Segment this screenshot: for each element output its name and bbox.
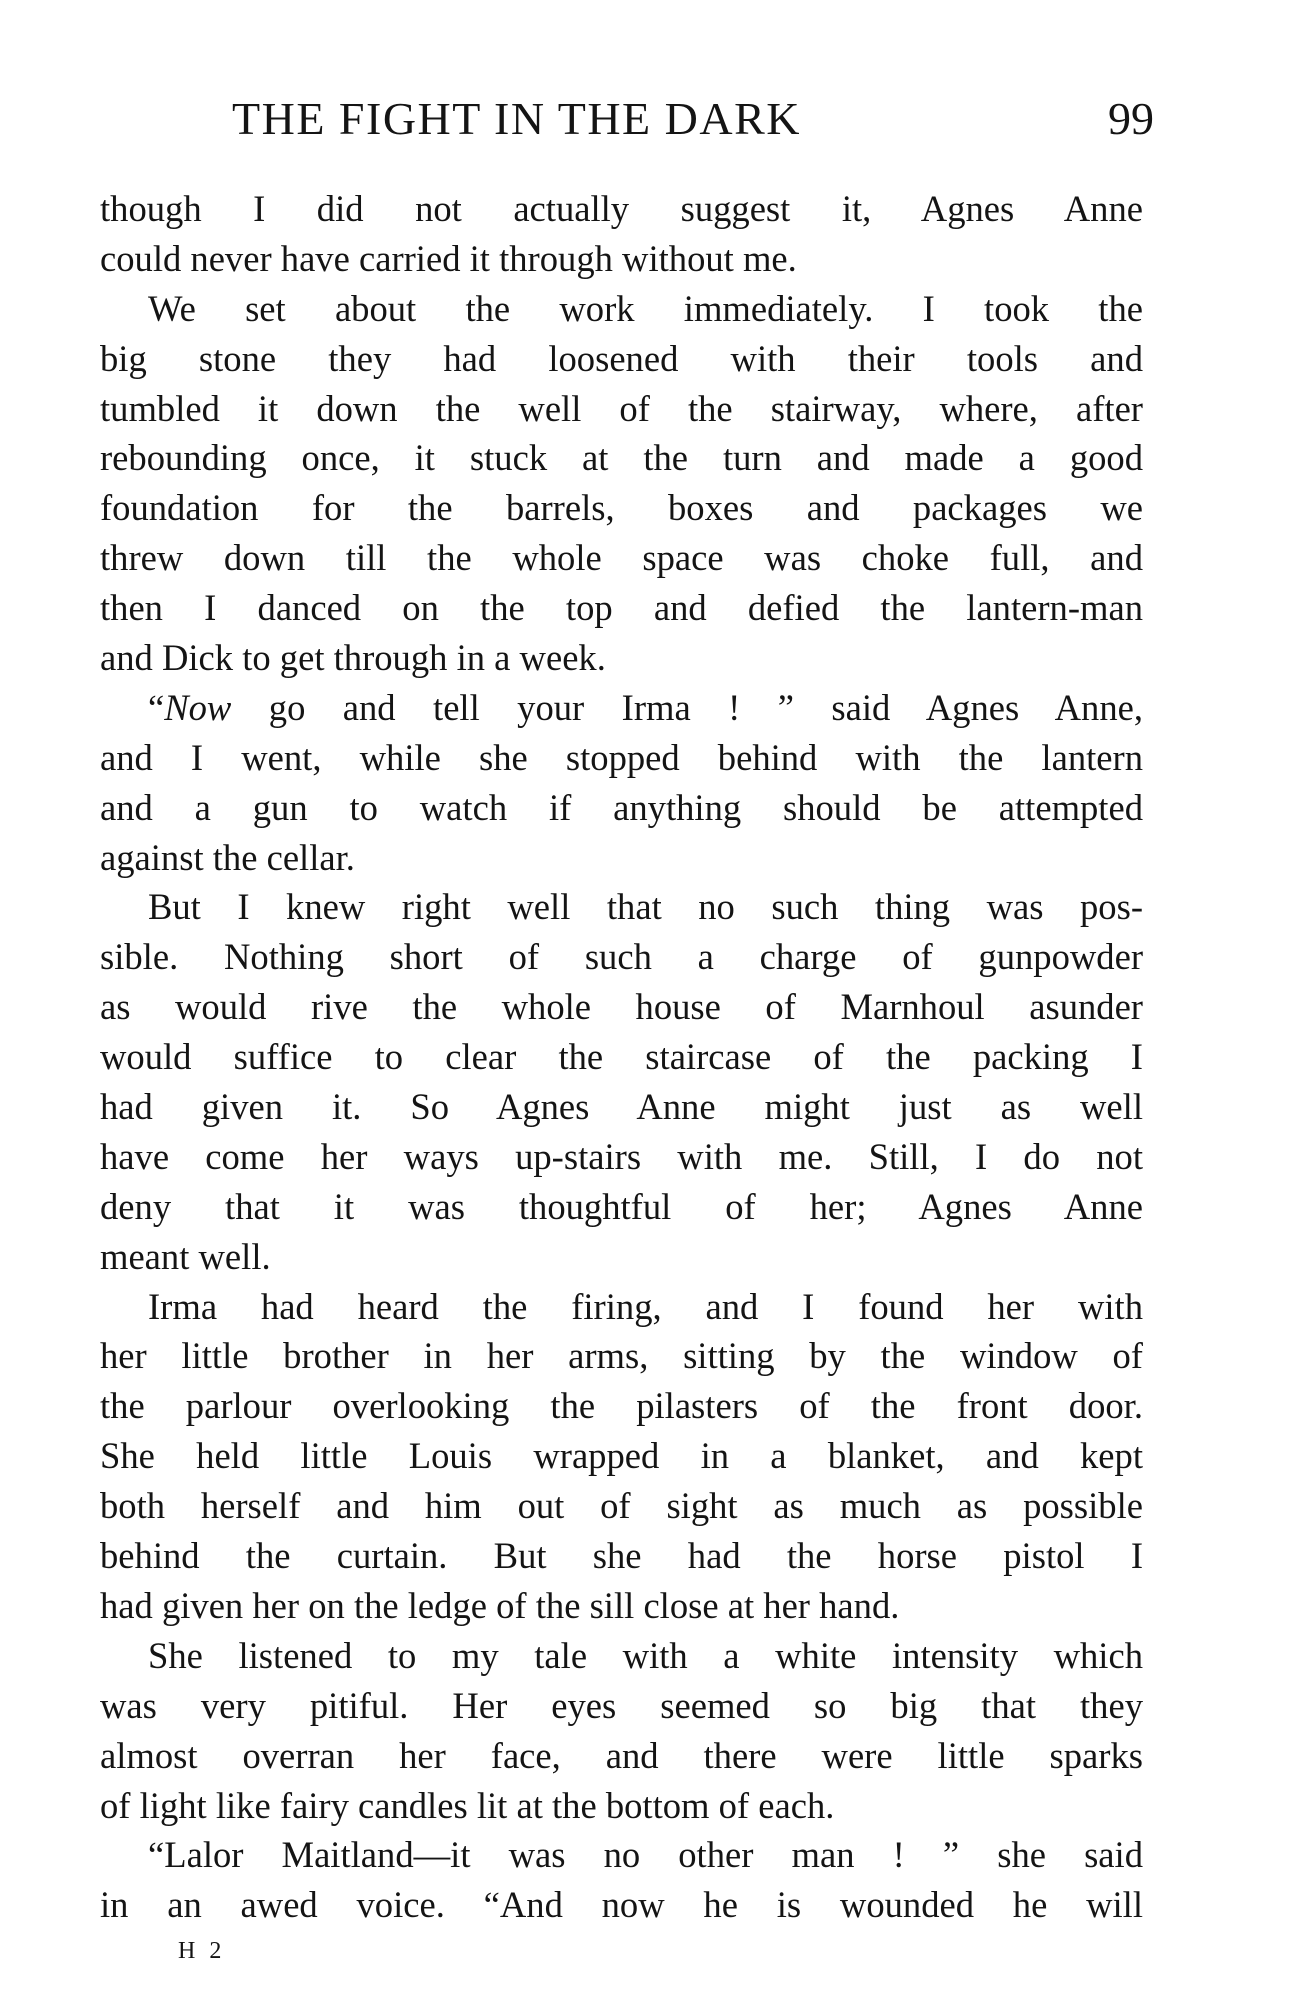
text-line: She listened to my tale with a white intensity which xyxy=(148,1634,1143,1676)
text-line: and Dick to get through in a week. xyxy=(100,637,606,679)
text-line: threw down till the whole space was choke full, and xyxy=(100,537,1143,579)
text-line: then I danced on the top and defied the lantern-man xyxy=(100,587,1143,629)
text-line: But I knew right well that no such thing was pos- xyxy=(148,886,1143,928)
text-line: We set about the work immediately. I took the xyxy=(148,287,1143,329)
text-line: her little brother in her arms, sitting by the window of xyxy=(100,1335,1143,1377)
text-line: behind the curtain. But she had the horse pistol I xyxy=(100,1535,1143,1577)
text-line: had given her on the ledge of the sill close at her hand. xyxy=(100,1584,900,1626)
page-number: 99 xyxy=(1108,93,1154,144)
text-line: in an awed voice. “And now he is wounded he will xyxy=(100,1884,1143,1926)
text-line: deny that it was thoughtful of her; Agnes Anne xyxy=(100,1185,1143,1227)
body-text xyxy=(100,184,1143,1930)
text-line: of light like fairy candles lit at the bottom of each. xyxy=(100,1784,835,1826)
text-line: meant well. xyxy=(100,1235,271,1277)
text-line: could never have carried it through without me. xyxy=(100,237,797,279)
text-line: against the cellar. xyxy=(100,836,355,878)
text-line: almost overran her face, and there were little sparks xyxy=(100,1734,1143,1776)
text-line: and a gun to watch if anything should be attempted xyxy=(100,786,1143,828)
text-line: Irma had heard the firing, and I found her with xyxy=(148,1285,1143,1327)
text-line: foundation for the barrels, boxes and packages we xyxy=(100,487,1143,529)
text-line: sible. Nothing short of such a charge of gunpowder xyxy=(100,936,1143,978)
running-title: THE FIGHT IN THE DARK xyxy=(232,93,801,144)
text-line: “Lalor Maitland—it was no other man ! ” she said xyxy=(148,1834,1143,1876)
text-line: big stone they had loosened with their tools and xyxy=(100,337,1143,379)
text-line: and I went, while she stopped behind with the lantern xyxy=(100,736,1143,778)
text-line: She held little Louis wrapped in a blanket, and kept xyxy=(100,1435,1143,1477)
text-line: had given it. So Agnes Anne might just as well xyxy=(100,1086,1143,1128)
text-line: both herself and him out of sight as much as possible xyxy=(100,1485,1143,1527)
text-line: “Now go and tell your Irma ! ” said Agnes Anne, xyxy=(148,686,1143,728)
text-line: would suffice to clear the staircase of the packing I xyxy=(100,1036,1143,1078)
text-line: though I did not actually suggest it, Agnes Anne xyxy=(100,188,1143,229)
text-line: as would rive the whole house of Marnhoul asunder xyxy=(100,986,1143,1028)
text-line: rebounding once, it stuck at the turn and made a good xyxy=(100,437,1143,479)
signature-mark: H 2 xyxy=(178,1938,226,1964)
text-line: was very pitiful. Her eyes seemed so big that they xyxy=(100,1684,1143,1726)
text-line: the parlour overlooking the pilasters of the front door. xyxy=(100,1385,1143,1427)
text-line: have come her ways up-stairs with me. Still, I do not xyxy=(100,1135,1143,1177)
text-line: tumbled it down the well of the stairway, where, after xyxy=(100,387,1143,429)
